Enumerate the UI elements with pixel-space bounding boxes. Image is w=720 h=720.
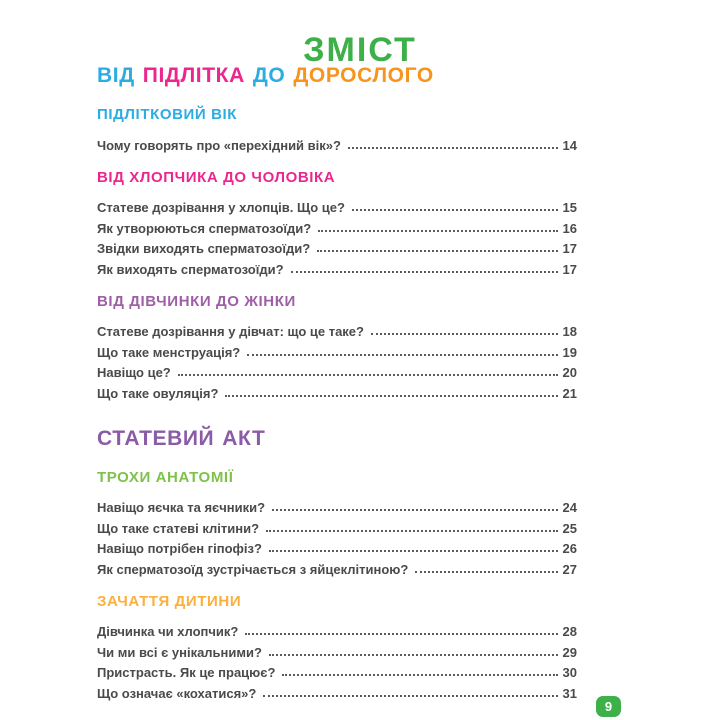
dot-leader [269, 654, 558, 656]
toc-entry-page: 20 [562, 365, 577, 380]
dot-leader [317, 250, 557, 252]
section-heading-word: СТАТЕВИЙ [97, 426, 215, 450]
toc-entry [97, 132, 577, 153]
toc-entry-page: 26 [562, 541, 577, 556]
toc-group [97, 62, 577, 401]
toc-entry [97, 515, 577, 536]
toc-entry [97, 319, 577, 340]
dot-leader [415, 571, 557, 573]
dot-leader [371, 333, 558, 335]
toc-entry-title: Як утворюються сперматозоїди? [97, 220, 312, 236]
toc-entry-page: 29 [562, 644, 577, 660]
toc-entry [97, 236, 577, 257]
section-heading [97, 425, 577, 453]
toc-entry-page: 17 [562, 241, 577, 256]
subsection-heading: ПІДЛІТКОВИЙ ВІК [97, 106, 238, 123]
dot-leader [348, 147, 558, 149]
toc-entry-title: Як виходять сперматозоїди? [97, 261, 284, 277]
toc-entry [97, 536, 577, 557]
toc-entry [97, 639, 577, 660]
toc-entry [97, 380, 577, 401]
toc-entry [97, 619, 577, 640]
toc-entry [97, 556, 577, 577]
dot-leader [247, 354, 557, 356]
dot-leader [282, 674, 557, 676]
toc-entry-title: Звідки виходять сперматозоїди? [97, 241, 311, 256]
toc-entry-page: 14 [562, 137, 577, 153]
dot-leader [352, 209, 558, 211]
section-heading [97, 62, 577, 90]
dot-leader [266, 530, 557, 532]
toc-entry-page: 21 [562, 385, 577, 401]
toc-entry-title: Навіщо потрібен гіпофіз? [97, 541, 262, 556]
toc-entry-title: Пристрасть. Як це працює? [97, 665, 276, 680]
toc-entry-title: Дівчинка чи хлопчик? [97, 624, 239, 639]
dot-leader [178, 374, 558, 376]
toc-entry [97, 256, 577, 277]
toc-entry [97, 660, 577, 681]
dot-leader [245, 633, 557, 635]
section-heading-word: ДО [252, 64, 286, 87]
toc-entry-page: 31 [562, 685, 577, 701]
toc-entry-title: Статеве дозрівання у хлопців. Що це? [97, 200, 345, 215]
toc-entry-page: 18 [562, 324, 577, 339]
toc-group [97, 425, 577, 701]
subsection-heading: ВІД ДІВЧИНКИ ДО ЖІНКИ [97, 292, 296, 310]
toc-entry-page: 19 [562, 344, 577, 360]
subsection-heading: ЗАЧАТТЯ ДИТИНИ [97, 592, 242, 610]
toc-entry [97, 215, 577, 236]
dot-leader [263, 695, 557, 697]
dot-leader [269, 550, 558, 552]
dot-leader [225, 395, 557, 397]
toc-subsection [97, 168, 577, 277]
subsection-heading: ТРОХИ АНАТОМІЇ [97, 468, 234, 486]
toc-entry-title: Навіщо яєчка та яєчники? [97, 500, 266, 515]
toc-subsection [97, 592, 577, 701]
toc-entry-page: 16 [562, 220, 577, 236]
page-title: ЗМІСТ [303, 30, 417, 69]
toc-entry-title: Статеве дозрівання у дівчат: що це таке? [97, 324, 364, 339]
section-heading-word: ПІДЛІТКА [142, 64, 245, 87]
toc-entry-page: 27 [562, 561, 577, 577]
page-number-badge [596, 696, 621, 717]
section-heading-word: АКТ [222, 426, 266, 450]
toc-entry [97, 360, 577, 381]
toc-entry-title: Чому говорять про «перехідний вік»? [97, 137, 341, 153]
section-heading-word: ВІД [97, 64, 135, 87]
toc-entry-page: 30 [562, 665, 577, 680]
section-heading-word: ДОРОСЛОГО [293, 64, 434, 87]
toc-entry-title: Що таке статеві клітини? [97, 520, 260, 536]
toc-content [97, 56, 577, 701]
toc-subsection [97, 105, 577, 153]
toc-entry-title: Навіщо це? [97, 365, 171, 380]
dot-leader [272, 509, 557, 511]
toc-entry [97, 495, 577, 516]
dot-leader [291, 271, 558, 273]
toc-entry-title: Що означає «кохатися»? [97, 685, 257, 701]
toc-entry-page: 28 [562, 624, 577, 639]
toc-entry-title: Чи ми всі є унікальними? [97, 644, 262, 660]
toc-entry-page: 17 [562, 261, 577, 277]
subsection-heading: ВІД ХЛОПЧИКА ДО ЧОЛОВІКА [97, 168, 336, 186]
toc-entry-page: 15 [562, 200, 577, 215]
toc-entry [97, 195, 577, 216]
toc-entry [97, 339, 577, 360]
toc-entry-title: Що таке овуляція? [97, 385, 219, 401]
toc-entry-title: Що таке менструація? [97, 344, 241, 360]
dot-leader [318, 230, 557, 232]
toc-subsection [97, 468, 577, 577]
toc-entry-page: 24 [562, 500, 577, 515]
page-number: 9 [604, 699, 613, 714]
toc-subsection [97, 292, 577, 401]
toc-entry-page: 25 [562, 520, 577, 536]
toc-entry-title: Як сперматозоїд зустрічається з яйцеклітиною? [97, 561, 409, 577]
toc-entry [97, 680, 577, 701]
